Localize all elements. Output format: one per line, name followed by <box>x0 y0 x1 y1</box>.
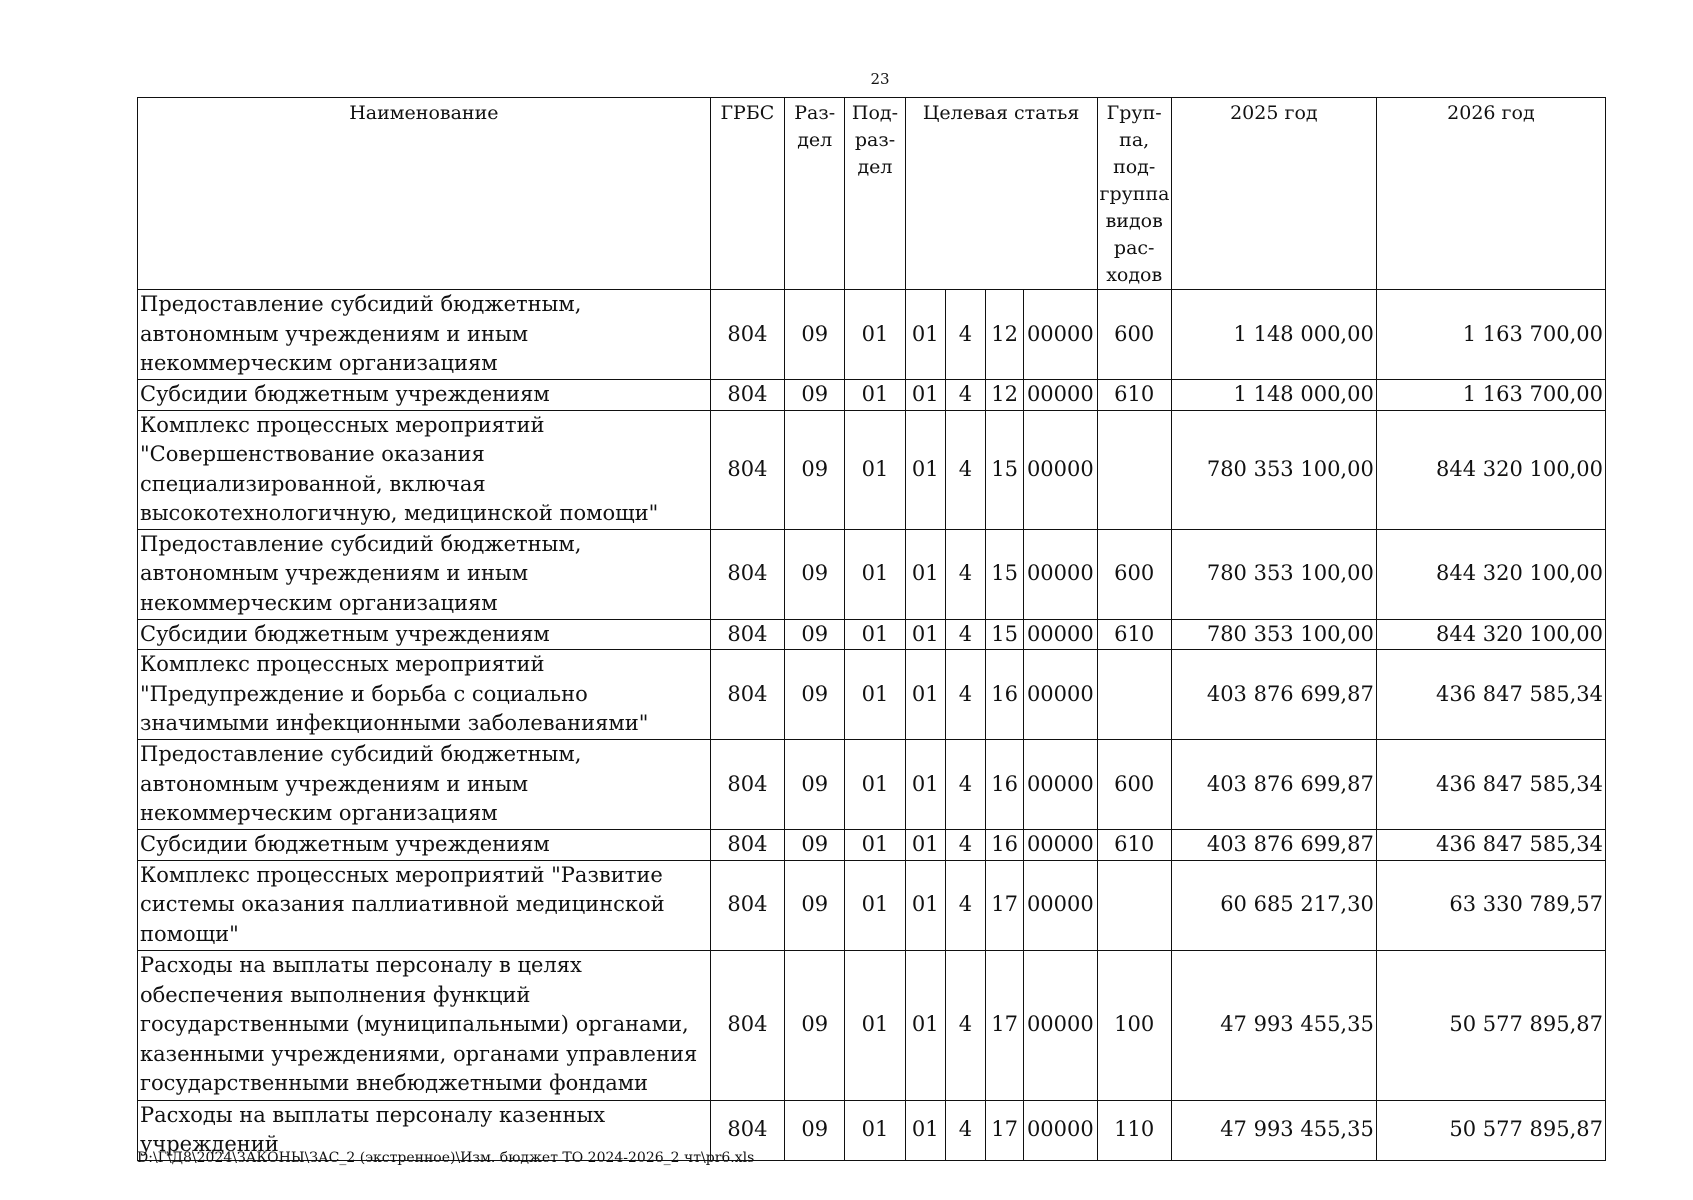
cell-group: 600 <box>1097 529 1171 619</box>
page-number: 23 <box>870 70 890 88</box>
cell-grbs: 804 <box>710 860 784 950</box>
cell-podrazdel: 01 <box>845 380 905 411</box>
cell-t3: 17 <box>986 1100 1024 1160</box>
cell-group: 600 <box>1097 290 1171 380</box>
cell-grbs: 804 <box>710 950 784 1100</box>
cell-grbs: 804 <box>710 650 784 740</box>
cell-t3: 16 <box>986 650 1024 740</box>
file-path-footer: D:\Г\Д8\2024\ЗАКОНЫ\ЗАС_2 (экстренное)\Изм. бюджет ТО 2024-2026_2 чт\pr6.xls <box>137 1150 755 1166</box>
table-body <box>138 290 1606 1161</box>
cell-razdel: 09 <box>785 290 845 380</box>
cell-name: Комплекс процессных мероприятий "Развитие системы оказания паллиативной медицинской помощи" <box>138 860 711 950</box>
cell-t4: 00000 <box>1024 410 1097 529</box>
header-name: Наименование <box>138 98 711 290</box>
cell-t2: 4 <box>945 1100 985 1160</box>
cell-t1: 01 <box>905 740 945 830</box>
header-target-article: Целевая статья <box>905 98 1097 290</box>
cell-t3: 12 <box>986 380 1024 411</box>
cell-t1: 01 <box>905 380 945 411</box>
cell-name: Предоставление субсидий бюджетным, автономным учреждениям и иным некоммерческим организациям <box>138 529 711 619</box>
cell-group: 610 <box>1097 830 1171 861</box>
cell-name: Расходы на выплаты персоналу в целях обеспечения выполнения функций государственными (муниципальными) органами, казенными учреждениями, органами управления государственными внебюджетными фондами <box>138 950 711 1100</box>
cell-razdel: 09 <box>785 740 845 830</box>
table-header-row <box>138 98 1606 290</box>
cell-t3: 16 <box>986 740 1024 830</box>
cell-grbs: 804 <box>710 410 784 529</box>
cell-name: Расходы на выплаты персоналу казенных учреждений <box>138 1100 711 1160</box>
cell-y2025: 403 876 699,87 <box>1171 740 1376 830</box>
cell-y2026: 50 577 895,87 <box>1376 950 1605 1100</box>
cell-y2025: 47 993 455,35 <box>1171 950 1376 1100</box>
cell-razdel: 09 <box>785 860 845 950</box>
cell-y2026: 844 320 100,00 <box>1376 410 1605 529</box>
cell-podrazdel: 01 <box>845 860 905 950</box>
cell-group <box>1097 650 1171 740</box>
cell-t4: 00000 <box>1024 830 1097 861</box>
header-expense-group: Груп- па, под- группа видов рас- ходов <box>1097 98 1171 290</box>
cell-razdel: 09 <box>785 650 845 740</box>
cell-podrazdel: 01 <box>845 950 905 1100</box>
cell-y2025: 780 353 100,00 <box>1171 529 1376 619</box>
cell-razdel: 09 <box>785 380 845 411</box>
cell-t2: 4 <box>945 619 985 650</box>
cell-t3: 12 <box>986 290 1024 380</box>
cell-y2025: 60 685 217,30 <box>1171 860 1376 950</box>
cell-t2: 4 <box>945 529 985 619</box>
cell-t4: 00000 <box>1024 619 1097 650</box>
cell-t1: 01 <box>905 860 945 950</box>
cell-t2: 4 <box>945 950 985 1100</box>
cell-grbs: 804 <box>710 1100 784 1160</box>
cell-grbs: 804 <box>710 830 784 861</box>
cell-y2025: 403 876 699,87 <box>1171 830 1376 861</box>
cell-t2: 4 <box>945 410 985 529</box>
cell-group: 100 <box>1097 950 1171 1100</box>
cell-y2026: 50 577 895,87 <box>1376 1100 1605 1160</box>
cell-podrazdel: 01 <box>845 619 905 650</box>
cell-grbs: 804 <box>710 619 784 650</box>
cell-group: 610 <box>1097 380 1171 411</box>
cell-group: 610 <box>1097 619 1171 650</box>
cell-y2026: 1 163 700,00 <box>1376 290 1605 380</box>
cell-t1: 01 <box>905 619 945 650</box>
cell-y2026: 436 847 585,34 <box>1376 830 1605 861</box>
cell-t4: 00000 <box>1024 950 1097 1100</box>
table-row <box>138 830 1606 861</box>
cell-t2: 4 <box>945 290 985 380</box>
cell-y2025: 1 148 000,00 <box>1171 380 1376 411</box>
cell-grbs: 804 <box>710 290 784 380</box>
cell-group <box>1097 860 1171 950</box>
cell-name: Комплекс процессных мероприятий "Совершенствование оказания специализированной, включая высокотехнологичную, медицинской помощи" <box>138 410 711 529</box>
cell-y2026: 1 163 700,00 <box>1376 380 1605 411</box>
cell-grbs: 804 <box>710 380 784 411</box>
table-row <box>138 290 1606 380</box>
cell-podrazdel: 01 <box>845 1100 905 1160</box>
cell-razdel: 09 <box>785 950 845 1100</box>
cell-name: Комплекс процессных мероприятий "Предупреждение и борьба с социально значимыми инфекционными заболеваниями" <box>138 650 711 740</box>
cell-t1: 01 <box>905 290 945 380</box>
header-razdel: Раз- дел <box>785 98 845 290</box>
cell-group: 110 <box>1097 1100 1171 1160</box>
budget-table <box>137 97 1606 1161</box>
cell-t1: 01 <box>905 529 945 619</box>
cell-t3: 15 <box>986 529 1024 619</box>
cell-razdel: 09 <box>785 619 845 650</box>
cell-y2026: 63 330 789,57 <box>1376 860 1605 950</box>
table-row <box>138 650 1606 740</box>
cell-podrazdel: 01 <box>845 410 905 529</box>
cell-t3: 17 <box>986 950 1024 1100</box>
cell-razdel: 09 <box>785 1100 845 1160</box>
cell-t3: 16 <box>986 830 1024 861</box>
cell-y2026: 844 320 100,00 <box>1376 619 1605 650</box>
cell-y2025: 403 876 699,87 <box>1171 650 1376 740</box>
cell-t4: 00000 <box>1024 650 1097 740</box>
cell-t4: 00000 <box>1024 529 1097 619</box>
cell-t1: 01 <box>905 950 945 1100</box>
cell-podrazdel: 01 <box>845 830 905 861</box>
cell-y2025: 47 993 455,35 <box>1171 1100 1376 1160</box>
header-podrazdel: Под- раз- дел <box>845 98 905 290</box>
header-2026: 2026 год <box>1376 98 1605 290</box>
table-row <box>138 950 1606 1100</box>
cell-group <box>1097 410 1171 529</box>
cell-t1: 01 <box>905 830 945 861</box>
cell-y2026: 844 320 100,00 <box>1376 529 1605 619</box>
table-row <box>138 860 1606 950</box>
cell-t3: 15 <box>986 410 1024 529</box>
cell-name: Предоставление субсидий бюджетным, автономным учреждениям и иным некоммерческим организациям <box>138 290 711 380</box>
cell-podrazdel: 01 <box>845 290 905 380</box>
cell-t2: 4 <box>945 830 985 861</box>
cell-name: Субсидии бюджетным учреждениям <box>138 619 711 650</box>
table-row <box>138 619 1606 650</box>
cell-name: Субсидии бюджетным учреждениям <box>138 830 711 861</box>
cell-t2: 4 <box>945 650 985 740</box>
cell-y2025: 1 148 000,00 <box>1171 290 1376 380</box>
cell-t2: 4 <box>945 380 985 411</box>
cell-t1: 01 <box>905 650 945 740</box>
cell-podrazdel: 01 <box>845 740 905 830</box>
cell-t4: 00000 <box>1024 860 1097 950</box>
table-row <box>138 410 1606 529</box>
cell-grbs: 804 <box>710 529 784 619</box>
cell-podrazdel: 01 <box>845 529 905 619</box>
cell-t4: 00000 <box>1024 1100 1097 1160</box>
cell-t1: 01 <box>905 1100 945 1160</box>
cell-t3: 17 <box>986 860 1024 950</box>
cell-t4: 00000 <box>1024 380 1097 411</box>
cell-y2026: 436 847 585,34 <box>1376 740 1605 830</box>
cell-razdel: 09 <box>785 529 845 619</box>
cell-y2025: 780 353 100,00 <box>1171 410 1376 529</box>
table-row <box>138 529 1606 619</box>
cell-t4: 00000 <box>1024 290 1097 380</box>
cell-t2: 4 <box>945 740 985 830</box>
cell-t3: 15 <box>986 619 1024 650</box>
cell-group: 600 <box>1097 740 1171 830</box>
cell-y2025: 780 353 100,00 <box>1171 619 1376 650</box>
header-grbs: ГРБС <box>710 98 784 290</box>
cell-name: Предоставление субсидий бюджетным, автономным учреждениям и иным некоммерческим организациям <box>138 740 711 830</box>
cell-name: Субсидии бюджетным учреждениям <box>138 380 711 411</box>
cell-y2026: 436 847 585,34 <box>1376 650 1605 740</box>
cell-podrazdel: 01 <box>845 650 905 740</box>
table-row <box>138 380 1606 411</box>
cell-t1: 01 <box>905 410 945 529</box>
cell-grbs: 804 <box>710 740 784 830</box>
cell-t2: 4 <box>945 860 985 950</box>
table-row <box>138 740 1606 830</box>
cell-t4: 00000 <box>1024 740 1097 830</box>
header-2025: 2025 год <box>1171 98 1376 290</box>
cell-razdel: 09 <box>785 830 845 861</box>
cell-razdel: 09 <box>785 410 845 529</box>
